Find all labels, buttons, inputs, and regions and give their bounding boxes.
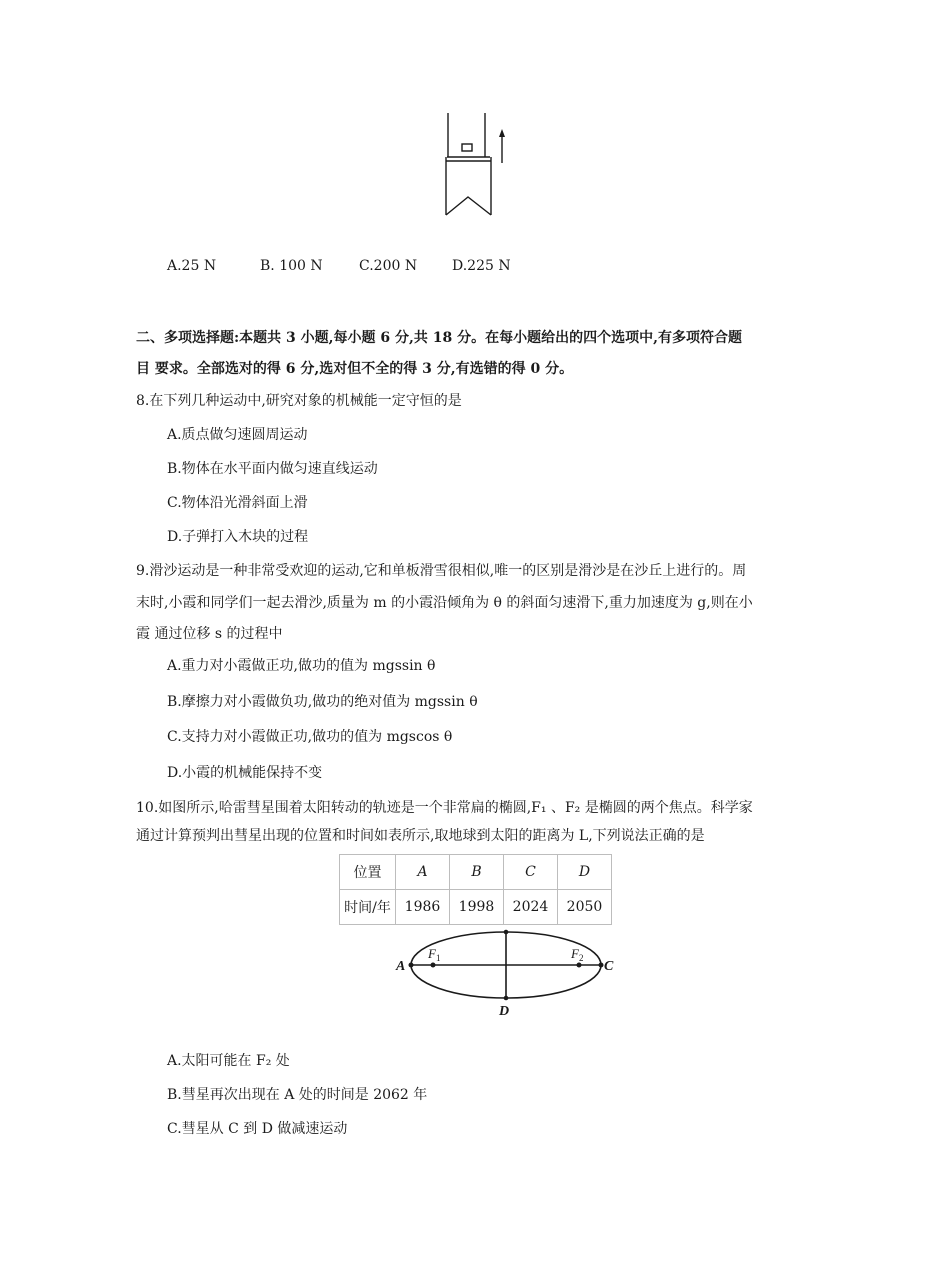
q9-stem-line2: 末时,小霞和同学们一起去滑沙,质量为 m 的小霞沿倾角为 θ 的斜面匀速滑下,重力加速度为 g,则在小 <box>136 595 753 611</box>
q8-option-c: C.物体沿光滑斜面上滑 <box>167 495 308 511</box>
q8-stem: 8.在下列几种运动中,研究对象的机械能一定守恒的是 <box>136 393 462 409</box>
table-cell: A <box>396 855 450 890</box>
q10-option-c: C.彗星从 C 到 D 做减速运动 <box>167 1121 348 1137</box>
q10-stem-line2: 通过计算预判出彗星出现的位置和时间如表所示,取地球到太阳的距离为 L,下列说法正确的是 <box>136 828 705 844</box>
label-f2: $F_2$ <box>571 946 584 963</box>
table-row <box>340 855 612 890</box>
q7-force-arrow <box>499 129 505 163</box>
q7-option-c: C.200 N <box>359 258 418 274</box>
q8-option-d: D.子弹打入木块的过程 <box>167 529 309 545</box>
q7-option-d: D.225 N <box>452 258 511 274</box>
q7-option-a: A.25 N <box>167 258 217 274</box>
table-cell: C <box>504 855 558 890</box>
point-a-dot <box>409 963 414 968</box>
q9-stem-line1: 9.滑沙运动是一种非常受欢迎的运动,它和单板滑雪很相似,唯一的区别是滑沙是在沙丘上进行的。周 <box>136 563 747 579</box>
q10-table <box>339 854 612 925</box>
q10-option-a: A.太阳可能在 F₂ 处 <box>167 1053 290 1069</box>
table-cell: 1986 <box>396 890 450 925</box>
label-a: A <box>396 959 406 974</box>
table-cell: 2050 <box>558 890 612 925</box>
q9-option-c: C.支持力对小霞做正功,做功的值为 mgscos θ <box>167 729 453 745</box>
q9-option-b: B.摩擦力对小霞做负功,做功的绝对值为 mgssin θ <box>167 694 478 710</box>
q7-figure <box>430 105 520 225</box>
label-d: D <box>499 1004 510 1019</box>
q7-notch <box>446 197 491 215</box>
q8-option-a: A.质点做匀速圆周运动 <box>167 427 308 443</box>
point-d-dot <box>504 996 509 1001</box>
q10-orbit-diagram <box>390 925 620 1020</box>
table-cell: 1998 <box>450 890 504 925</box>
focus-f1-dot <box>431 963 436 968</box>
section2-heading-line2: 目 要求。全部选对的得 6 分,选对但不全的得 3 分,有选错的得 0 分。 <box>136 361 574 377</box>
section2-heading-line1: 二、多项选择题:本题共 3 小题,每小题 6 分,共 18 分。在每小题给出的四个选项中,有多项符合题 <box>136 330 742 346</box>
table-cell: D <box>558 855 612 890</box>
q10-option-b: B.彗星再次出现在 A 处的时间是 2062 年 <box>167 1087 428 1103</box>
q10-stem-line1: 10.如图所示,哈雷彗星围着太阳转动的轨迹是一个非常扁的椭圆,F₁ 、F₂ 是椭圆的两个焦点。科学家 <box>136 800 753 816</box>
q8-option-b: B.物体在水平面内做匀速直线运动 <box>167 461 378 477</box>
table-cell: 位置 <box>340 855 396 890</box>
q9-option-a: A.重力对小霞做正功,做功的值为 mgssin θ <box>167 658 436 674</box>
q9-stem-line3: 霞 通过位移 s 的过程中 <box>136 626 283 642</box>
q7-hook-block <box>462 144 472 151</box>
focus-f2-dot <box>577 963 582 968</box>
table-cell: 时间/年 <box>340 890 396 925</box>
point-c-dot <box>599 963 604 968</box>
label-c: C <box>604 959 614 974</box>
table-row <box>340 890 612 925</box>
q9-option-d: D.小霞的机械能保持不变 <box>167 765 323 781</box>
point-b-dot <box>504 930 509 935</box>
table-cell: 2024 <box>504 890 558 925</box>
table-cell: B <box>450 855 504 890</box>
q7-option-b: B. 100 N <box>260 258 323 274</box>
label-f1: $F_1$ <box>428 946 441 963</box>
